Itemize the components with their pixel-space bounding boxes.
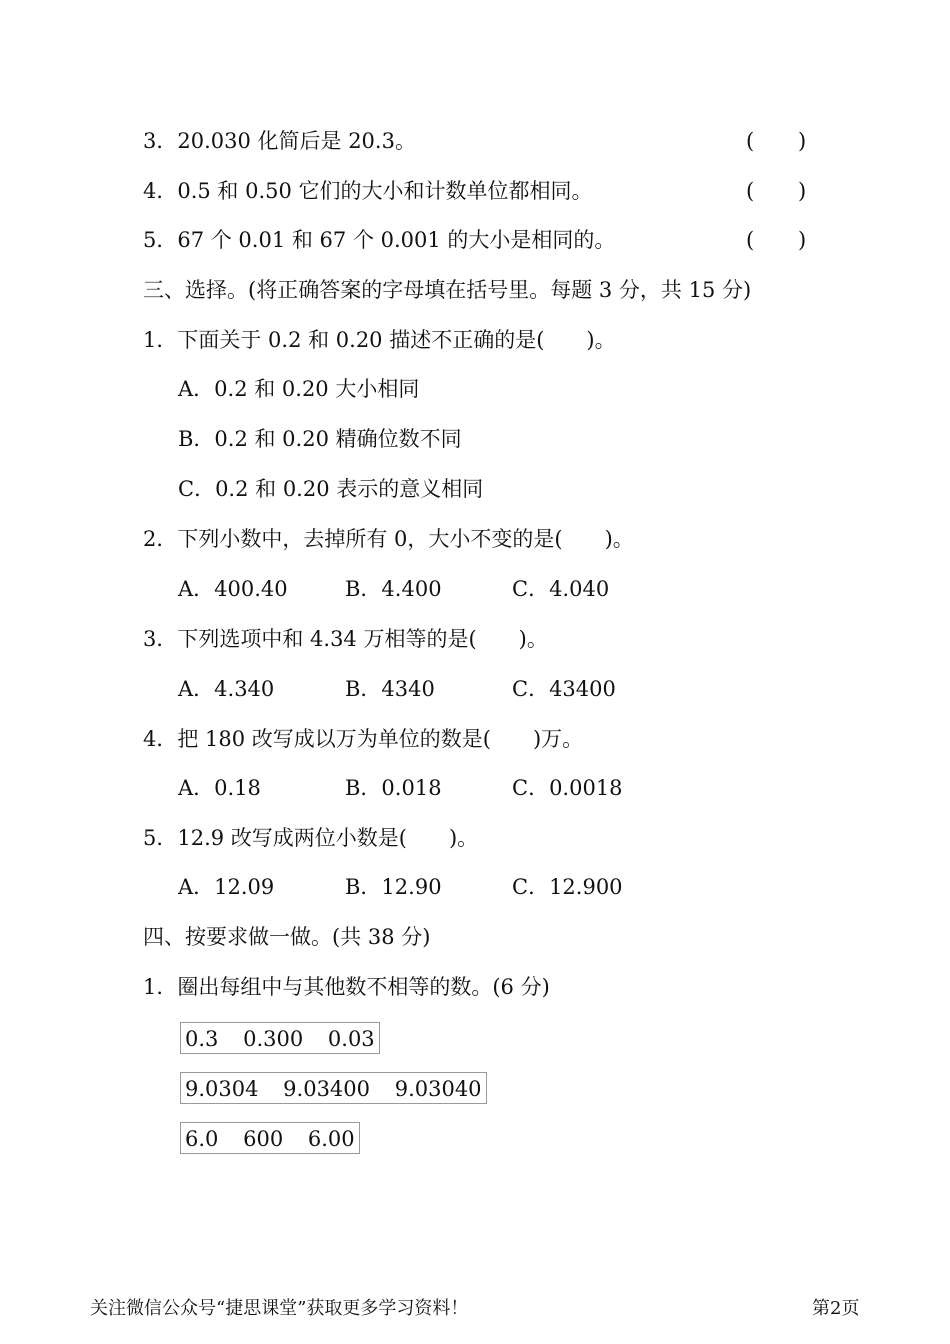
answer-paren-3[interactable] [746,127,807,155]
paren-open: ( [746,129,755,153]
group-3-number[interactable]: 6.00 [307,1127,355,1151]
group-3-number[interactable]: 6.0 [185,1127,219,1151]
number-group-3 [180,1122,360,1154]
choice-5-option-b[interactable]: B．12.90 [345,875,442,899]
choice-question-4: 4．把 180 改写成以万为单位的数是( )万。 [143,727,584,751]
choice-3-option-a[interactable]: A．4.340 [178,677,275,701]
choice-5-option-a[interactable]: A．12.09 [178,875,275,899]
number-group-2 [180,1072,487,1104]
answer-paren-5[interactable] [746,226,807,254]
choice-4-option-c[interactable]: C．0.0018 [512,776,623,800]
choice-2-option-c[interactable]: C．4.040 [512,577,610,601]
section-4-heading: 四、按要求做一做。(共 38 分) [143,925,431,949]
group-2-number[interactable]: 9.0304 [185,1077,259,1101]
choice-1-option-a[interactable]: A．0.2 和 0.20 大小相同 [178,377,420,401]
paren-open: ( [746,228,755,252]
judge-item-3: 3．20.030 化简后是 20.3。 [143,129,416,153]
choice-4-option-a[interactable]: A．0.18 [178,776,261,800]
judge-item-4: 4．0.5 和 0.50 它们的大小和计数单位都相同。 [143,179,593,203]
group-1-number[interactable]: 0.300 [243,1027,304,1051]
choice-question-3: 3．下列选项中和 4.34 万相等的是( )。 [143,627,548,651]
choice-question-5: 5．12.9 改写成两位小数是( )。 [143,826,479,850]
number-group-1 [180,1022,380,1054]
choice-question-1: 1．下面关于 0.2 和 0.20 描述不正确的是( )。 [143,328,616,352]
choice-question-2: 2．下列小数中，去掉所有 0，大小不变的是( )。 [143,527,634,551]
group-1-number[interactable]: 0.03 [327,1027,375,1051]
paren-close: ) [798,129,807,153]
footer-note: 关注微信公众号“捷思课堂”获取更多学习资料！ [90,1298,469,1319]
group-2-number[interactable]: 9.03400 [283,1077,371,1101]
judge-item-5: 5．67 个 0.01 和 67 个 0.001 的大小是相同的。 [143,228,616,252]
choice-2-option-b[interactable]: B．4.400 [345,577,442,601]
circle-question-1: 1．圈出每组中与其他数不相等的数。(6 分) [143,975,550,999]
choice-3-option-b[interactable]: B．4340 [345,677,435,701]
group-3-number[interactable]: 600 [243,1127,284,1151]
paren-close: ) [798,228,807,252]
choice-3-option-c[interactable]: C．43400 [512,677,616,701]
section-3-heading: 三、选择。(将正确答案的字母填在括号里。每题 3 分，共 15 分) [143,278,752,302]
choice-2-option-a[interactable]: A．400.40 [178,577,288,601]
group-1-number[interactable]: 0.3 [185,1027,219,1051]
group-2-number[interactable]: 9.03040 [394,1077,482,1101]
choice-5-option-c[interactable]: C．12.900 [512,875,623,899]
choice-4-option-b[interactable]: B．0.018 [345,776,442,800]
choice-1-option-b[interactable]: B．0.2 和 0.20 精确位数不同 [178,427,462,451]
paren-open: ( [746,179,755,203]
choice-1-option-c[interactable]: C．0.2 和 0.20 表示的意义相同 [178,477,484,501]
paren-close: ) [798,179,807,203]
page-number: 第2页 [812,1298,860,1319]
answer-paren-4[interactable] [746,177,807,205]
